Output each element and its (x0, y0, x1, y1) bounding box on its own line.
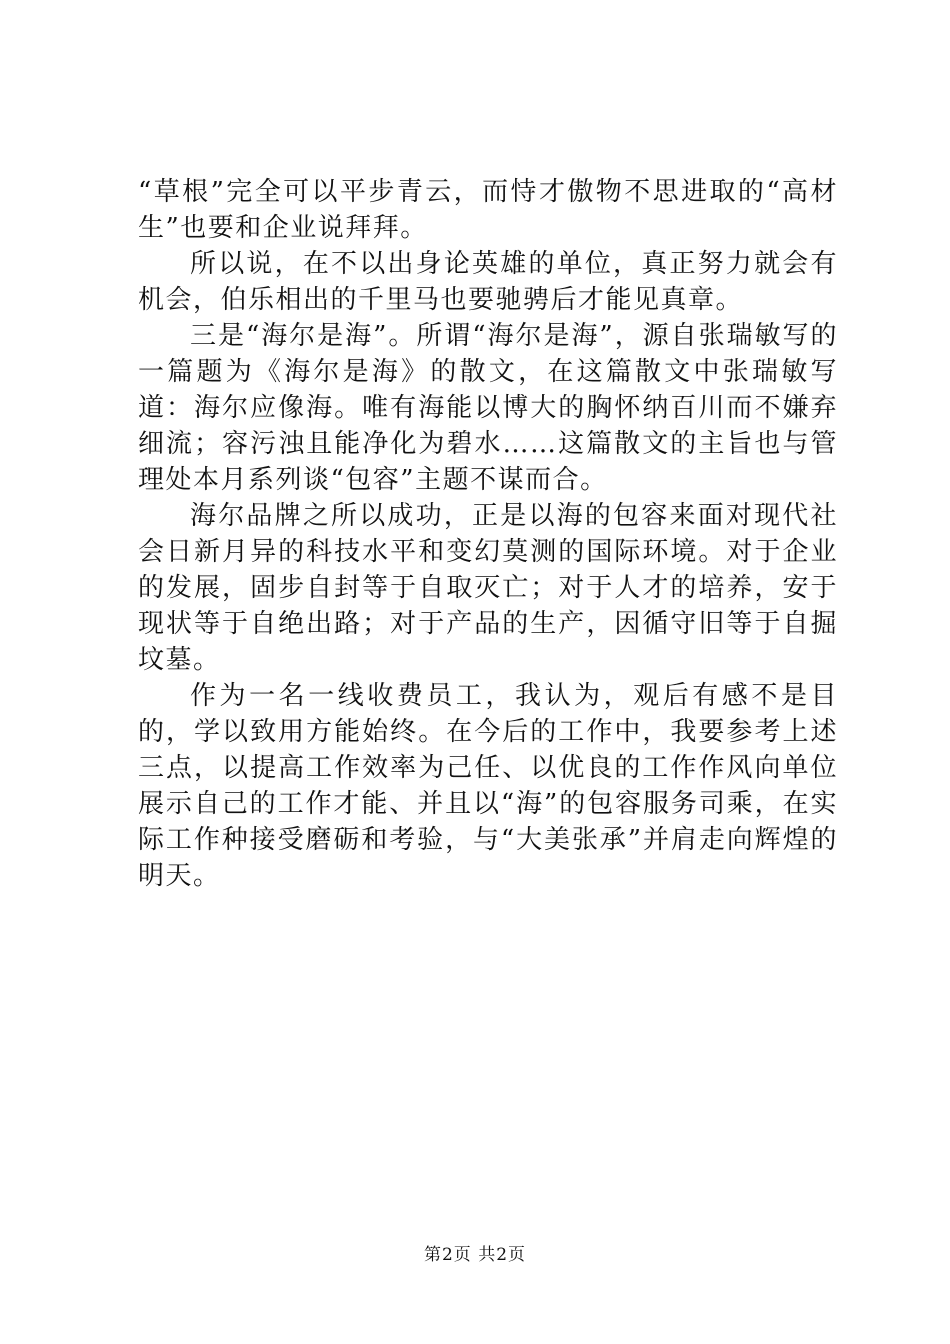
paragraph: 所以说，在不以出身论英雄的单位，真正努力就会有机会，伯乐相出的千里马也要驰骋后才能见真章。 (138, 249, 838, 315)
paragraph-continuation: “草根”完全可以平步青云，而恃才傲物不思进取的“高材生”也要和企业说拜拜。 (138, 177, 838, 243)
page-number-footer: 第2页 共2页 (423, 1245, 527, 1265)
paragraph: 作为一名一线收费员工，我认为，观后有感不是目的，学以致用方能始终。在今后的工作中，我要参考上述三点，以提高工作效率为己任、以优良的工作作风向单位展示自己的工作才能、并且以“海”的包容服务司乘，在实际工作种接受磨砺和考验，与“大美张承”并肩走向辉煌的明天。 (138, 681, 838, 891)
paragraph: 三是“海尔是海”。所谓“海尔是海”，源自张瑞敏写的一篇题为《海尔是海》的散文，在这篇散文中张瑞敏写道：海尔应像海。唯有海能以博大的胸怀纳百川而不嫌弃细流；容污浊且能净化为碧水……这篇散文的主旨也与管理处本月系列谈“包容”主题不谋而合。 (138, 321, 838, 495)
paragraph: 海尔品牌之所以成功，正是以海的包容来面对现代社会日新月异的科技水平和变幻莫测的国际环境。对于企业的发展，固步自封等于自取灭亡；对于人才的培养，安于现状等于自绝出路；对于产品的生产，因循守旧等于自掘坟墓。 (138, 501, 838, 675)
document-body (138, 174, 838, 894)
